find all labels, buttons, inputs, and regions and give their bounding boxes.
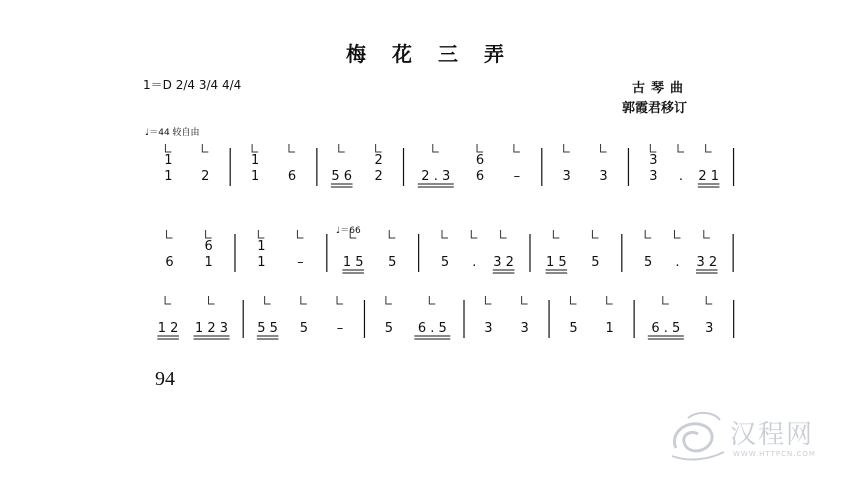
lower-note: 5 5 xyxy=(257,321,278,336)
tab-mark xyxy=(386,296,392,304)
lower-note: 3 xyxy=(649,169,658,184)
lower-note: . xyxy=(472,255,477,270)
lower-note: 5 xyxy=(569,321,578,336)
tab-mark xyxy=(165,296,171,304)
upper-note: 1 xyxy=(257,239,266,254)
tempo-mark-2: ♩＝66 xyxy=(336,226,361,236)
lower-note: 1 5 xyxy=(546,255,567,270)
key-signature: 1＝D 2/4 3/4 4/4 xyxy=(143,78,242,92)
tab-mark xyxy=(607,296,613,304)
lower-note: 1 xyxy=(605,321,614,336)
tab-mark xyxy=(376,144,382,152)
lower-note: 1 2 xyxy=(157,321,179,336)
lower-note: 5 xyxy=(440,255,450,270)
lower-note: . xyxy=(678,169,684,184)
extension-dash: – xyxy=(513,169,521,184)
tab-mark xyxy=(570,296,576,304)
lower-note: 6 . 5 xyxy=(651,321,681,336)
tab-mark xyxy=(706,144,712,152)
tempo-mark-1: ♩＝44 较自由 xyxy=(145,128,200,138)
upper-note: 3 xyxy=(649,153,658,168)
tab-mark xyxy=(477,144,483,152)
tab-mark xyxy=(202,144,208,152)
score-title: 梅花三弄 xyxy=(346,42,530,66)
tab-mark xyxy=(442,230,448,238)
tab-mark xyxy=(165,144,171,152)
lower-note: 3 xyxy=(520,321,529,336)
lower-note: 3 2 xyxy=(696,255,718,270)
lower-note: 5 xyxy=(644,255,653,270)
tab-mark xyxy=(167,230,173,238)
tab-mark xyxy=(650,144,656,152)
upper-note: 6 xyxy=(475,153,485,168)
extension-dash: – xyxy=(297,255,304,270)
lower-note: . xyxy=(675,255,680,270)
upper-note: 1 xyxy=(164,153,173,168)
tab-mark xyxy=(301,296,307,304)
lower-note: 6 xyxy=(165,255,174,270)
upper-note: 1 xyxy=(250,153,260,168)
upper-note: 6 xyxy=(204,239,213,254)
tab-mark xyxy=(297,230,303,238)
tab-mark xyxy=(350,230,356,238)
tab-mark xyxy=(471,230,477,238)
lower-note: 3 xyxy=(562,169,571,184)
lower-note: 2 . 3 xyxy=(421,169,451,184)
lower-note: 1 xyxy=(250,169,260,184)
tab-mark xyxy=(522,296,528,304)
lower-note: 5 xyxy=(299,321,308,336)
lower-note: 1 xyxy=(257,255,266,270)
watermark-url: WWW.HTTPCN.COM xyxy=(733,450,816,458)
tab-mark xyxy=(265,296,271,304)
lower-note: 1 xyxy=(164,169,173,184)
lower-note: 3 xyxy=(705,321,714,336)
lower-note: 1 xyxy=(204,255,213,270)
tab-mark xyxy=(663,296,669,304)
lower-note: 6 xyxy=(475,169,485,184)
tab-mark xyxy=(706,296,712,304)
upper-note: 2 xyxy=(374,153,383,168)
tab-mark xyxy=(564,144,570,152)
tab-mark xyxy=(337,296,343,304)
watermark-text: 汉程网 xyxy=(730,420,815,450)
lower-note: 5 6 xyxy=(331,169,353,184)
tab-mark xyxy=(704,230,710,238)
extension-dash: – xyxy=(336,321,344,336)
tab-mark xyxy=(339,144,345,152)
tab-mark xyxy=(252,144,258,152)
lower-note: 6 xyxy=(287,169,297,184)
lower-note: 6 . 5 xyxy=(417,321,447,336)
tab-mark xyxy=(601,144,607,152)
tab-mark xyxy=(209,296,215,304)
tab-mark xyxy=(485,296,491,304)
tab-mark xyxy=(258,230,264,238)
lower-note: 1 2 3 xyxy=(194,321,229,336)
tab-mark xyxy=(592,230,598,238)
tab-mark xyxy=(289,144,295,152)
tab-mark xyxy=(514,144,520,152)
lower-note: 5 xyxy=(384,321,394,336)
tab-mark xyxy=(501,230,507,238)
tab-mark xyxy=(389,230,395,238)
tab-mark xyxy=(678,144,684,152)
tab-mark xyxy=(433,144,439,152)
tab-mark xyxy=(206,230,212,238)
genre-label: 古琴曲 xyxy=(632,81,690,96)
lower-note: 5 xyxy=(591,255,600,270)
tab-mark xyxy=(553,230,559,238)
page-number: 94 xyxy=(155,368,175,390)
lower-note: 2 1 xyxy=(698,169,719,184)
tab-mark xyxy=(429,296,435,304)
lower-note: 3 xyxy=(484,321,493,336)
tab-mark xyxy=(674,230,680,238)
lower-note: 5 xyxy=(388,255,397,270)
lower-note: 3 xyxy=(599,169,608,184)
tab-mark xyxy=(645,230,651,238)
arranger-label: 郭霞君移订 xyxy=(622,101,688,116)
lower-note: 2 xyxy=(201,169,210,184)
lower-note: 3 2 xyxy=(493,255,514,270)
lower-note: 1 5 xyxy=(342,255,364,270)
lower-note: 2 xyxy=(374,169,383,184)
